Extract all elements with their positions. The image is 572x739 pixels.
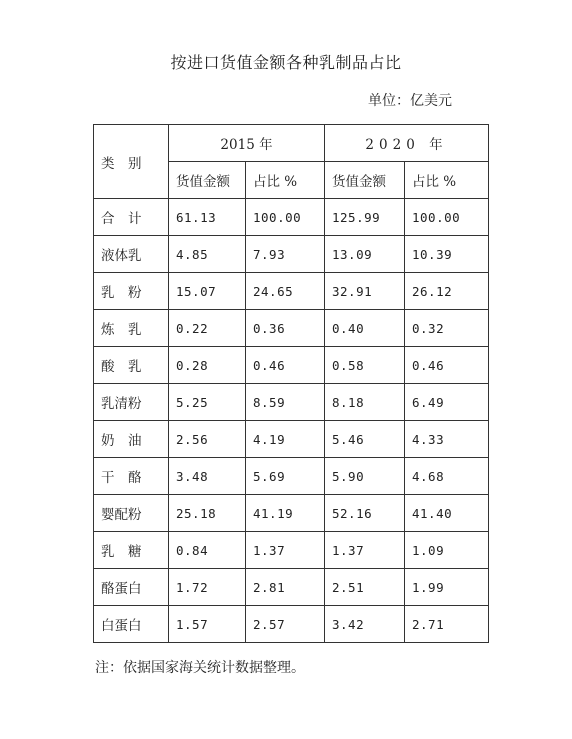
value-2020-cell: 52.16 xyxy=(325,495,405,532)
value-2015-cell: 25.18 xyxy=(169,495,246,532)
category-cell: 婴配粉 xyxy=(94,495,169,532)
value-2020-cell: 3.42 xyxy=(325,606,405,643)
value-2015-cell: 0.22 xyxy=(169,310,246,347)
value-2015-cell: 5.25 xyxy=(169,384,246,421)
category-cell: 奶 油 xyxy=(94,421,169,458)
value-2015-cell: 1.57 xyxy=(169,606,246,643)
year-header-row xyxy=(94,125,489,162)
value-2015-cell: 61.13 xyxy=(169,199,246,236)
table-row xyxy=(94,273,489,310)
share-2015-cell: 2.57 xyxy=(246,606,325,643)
value-2020-cell: 5.46 xyxy=(325,421,405,458)
category-cell: 乳 糖 xyxy=(94,532,169,569)
value-2015-cell: 15.07 xyxy=(169,273,246,310)
share-2015-cell: 24.65 xyxy=(246,273,325,310)
value-2015-cell: 1.72 xyxy=(169,569,246,606)
share-2015-cell: 0.46 xyxy=(246,347,325,384)
category-cell: 乳 粉 xyxy=(94,273,169,310)
table-row xyxy=(94,569,489,606)
value-2015-header: 货值金额 xyxy=(169,162,246,199)
share-2020-cell: 1.09 xyxy=(405,532,489,569)
value-2015-cell: 0.28 xyxy=(169,347,246,384)
share-2020-cell: 1.99 xyxy=(405,569,489,606)
table-row xyxy=(94,347,489,384)
value-2020-cell: 8.18 xyxy=(325,384,405,421)
share-2015-cell: 41.19 xyxy=(246,495,325,532)
document-title: 按进口货值金额各种乳制品占比 xyxy=(170,53,402,72)
share-2015-cell: 1.37 xyxy=(246,532,325,569)
share-2015-header: 占比 % xyxy=(246,162,325,199)
category-cell: 酪蛋白 xyxy=(94,569,169,606)
share-2020-cell: 6.49 xyxy=(405,384,489,421)
category-cell: 合 计 xyxy=(94,199,169,236)
table-row xyxy=(94,421,489,458)
share-2015-cell: 7.93 xyxy=(246,236,325,273)
share-2020-cell: 0.32 xyxy=(405,310,489,347)
value-2015-cell: 0.84 xyxy=(169,532,246,569)
table-row xyxy=(94,310,489,347)
category-cell: 酸 乳 xyxy=(94,347,169,384)
value-2020-cell: 0.40 xyxy=(325,310,405,347)
share-2015-cell: 4.19 xyxy=(246,421,325,458)
share-2020-cell: 26.12 xyxy=(405,273,489,310)
category-cell: 液体乳 xyxy=(94,236,169,273)
value-2015-cell: 3.48 xyxy=(169,458,246,495)
category-cell: 炼 乳 xyxy=(94,310,169,347)
year-2015-header: 2015 年 xyxy=(169,125,325,162)
share-2020-cell: 41.40 xyxy=(405,495,489,532)
share-2015-cell: 5.69 xyxy=(246,458,325,495)
share-2020-cell: 4.68 xyxy=(405,458,489,495)
table-row xyxy=(94,199,489,236)
value-2020-cell: 2.51 xyxy=(325,569,405,606)
category-cell: 乳清粉 xyxy=(94,384,169,421)
table-row xyxy=(94,532,489,569)
value-2020-cell: 13.09 xyxy=(325,236,405,273)
table-body xyxy=(94,199,489,643)
share-2020-cell: 10.39 xyxy=(405,236,489,273)
share-2015-cell: 8.59 xyxy=(246,384,325,421)
share-2015-cell: 100.00 xyxy=(246,199,325,236)
value-2020-cell: 32.91 xyxy=(325,273,405,310)
table-row xyxy=(94,495,489,532)
source-note: 注：依据国家海关统计数据整理。 xyxy=(95,660,305,676)
share-2020-cell: 2.71 xyxy=(405,606,489,643)
share-2020-cell: 0.46 xyxy=(405,347,489,384)
table-row xyxy=(94,606,489,643)
share-2020-cell: 4.33 xyxy=(405,421,489,458)
value-2020-cell: 1.37 xyxy=(325,532,405,569)
value-2015-cell: 2.56 xyxy=(169,421,246,458)
value-2020-header: 货值金额 xyxy=(325,162,405,199)
share-2020-cell: 100.00 xyxy=(405,199,489,236)
value-2020-cell: 125.99 xyxy=(325,199,405,236)
dairy-import-table xyxy=(93,124,489,643)
share-2020-header: 占比 % xyxy=(405,162,489,199)
category-header: 类 别 xyxy=(94,125,169,199)
value-2015-cell: 4.85 xyxy=(169,236,246,273)
share-2015-cell: 2.81 xyxy=(246,569,325,606)
value-2020-cell: 5.90 xyxy=(325,458,405,495)
unit-label: 单位：亿美元 xyxy=(368,93,452,109)
table-row xyxy=(94,458,489,495)
year-2020-header: 2020 年 xyxy=(325,125,489,162)
category-cell: 白蛋白 xyxy=(94,606,169,643)
table-row xyxy=(94,236,489,273)
value-2020-cell: 0.58 xyxy=(325,347,405,384)
table-row xyxy=(94,384,489,421)
share-2015-cell: 0.36 xyxy=(246,310,325,347)
category-cell: 干 酪 xyxy=(94,458,169,495)
